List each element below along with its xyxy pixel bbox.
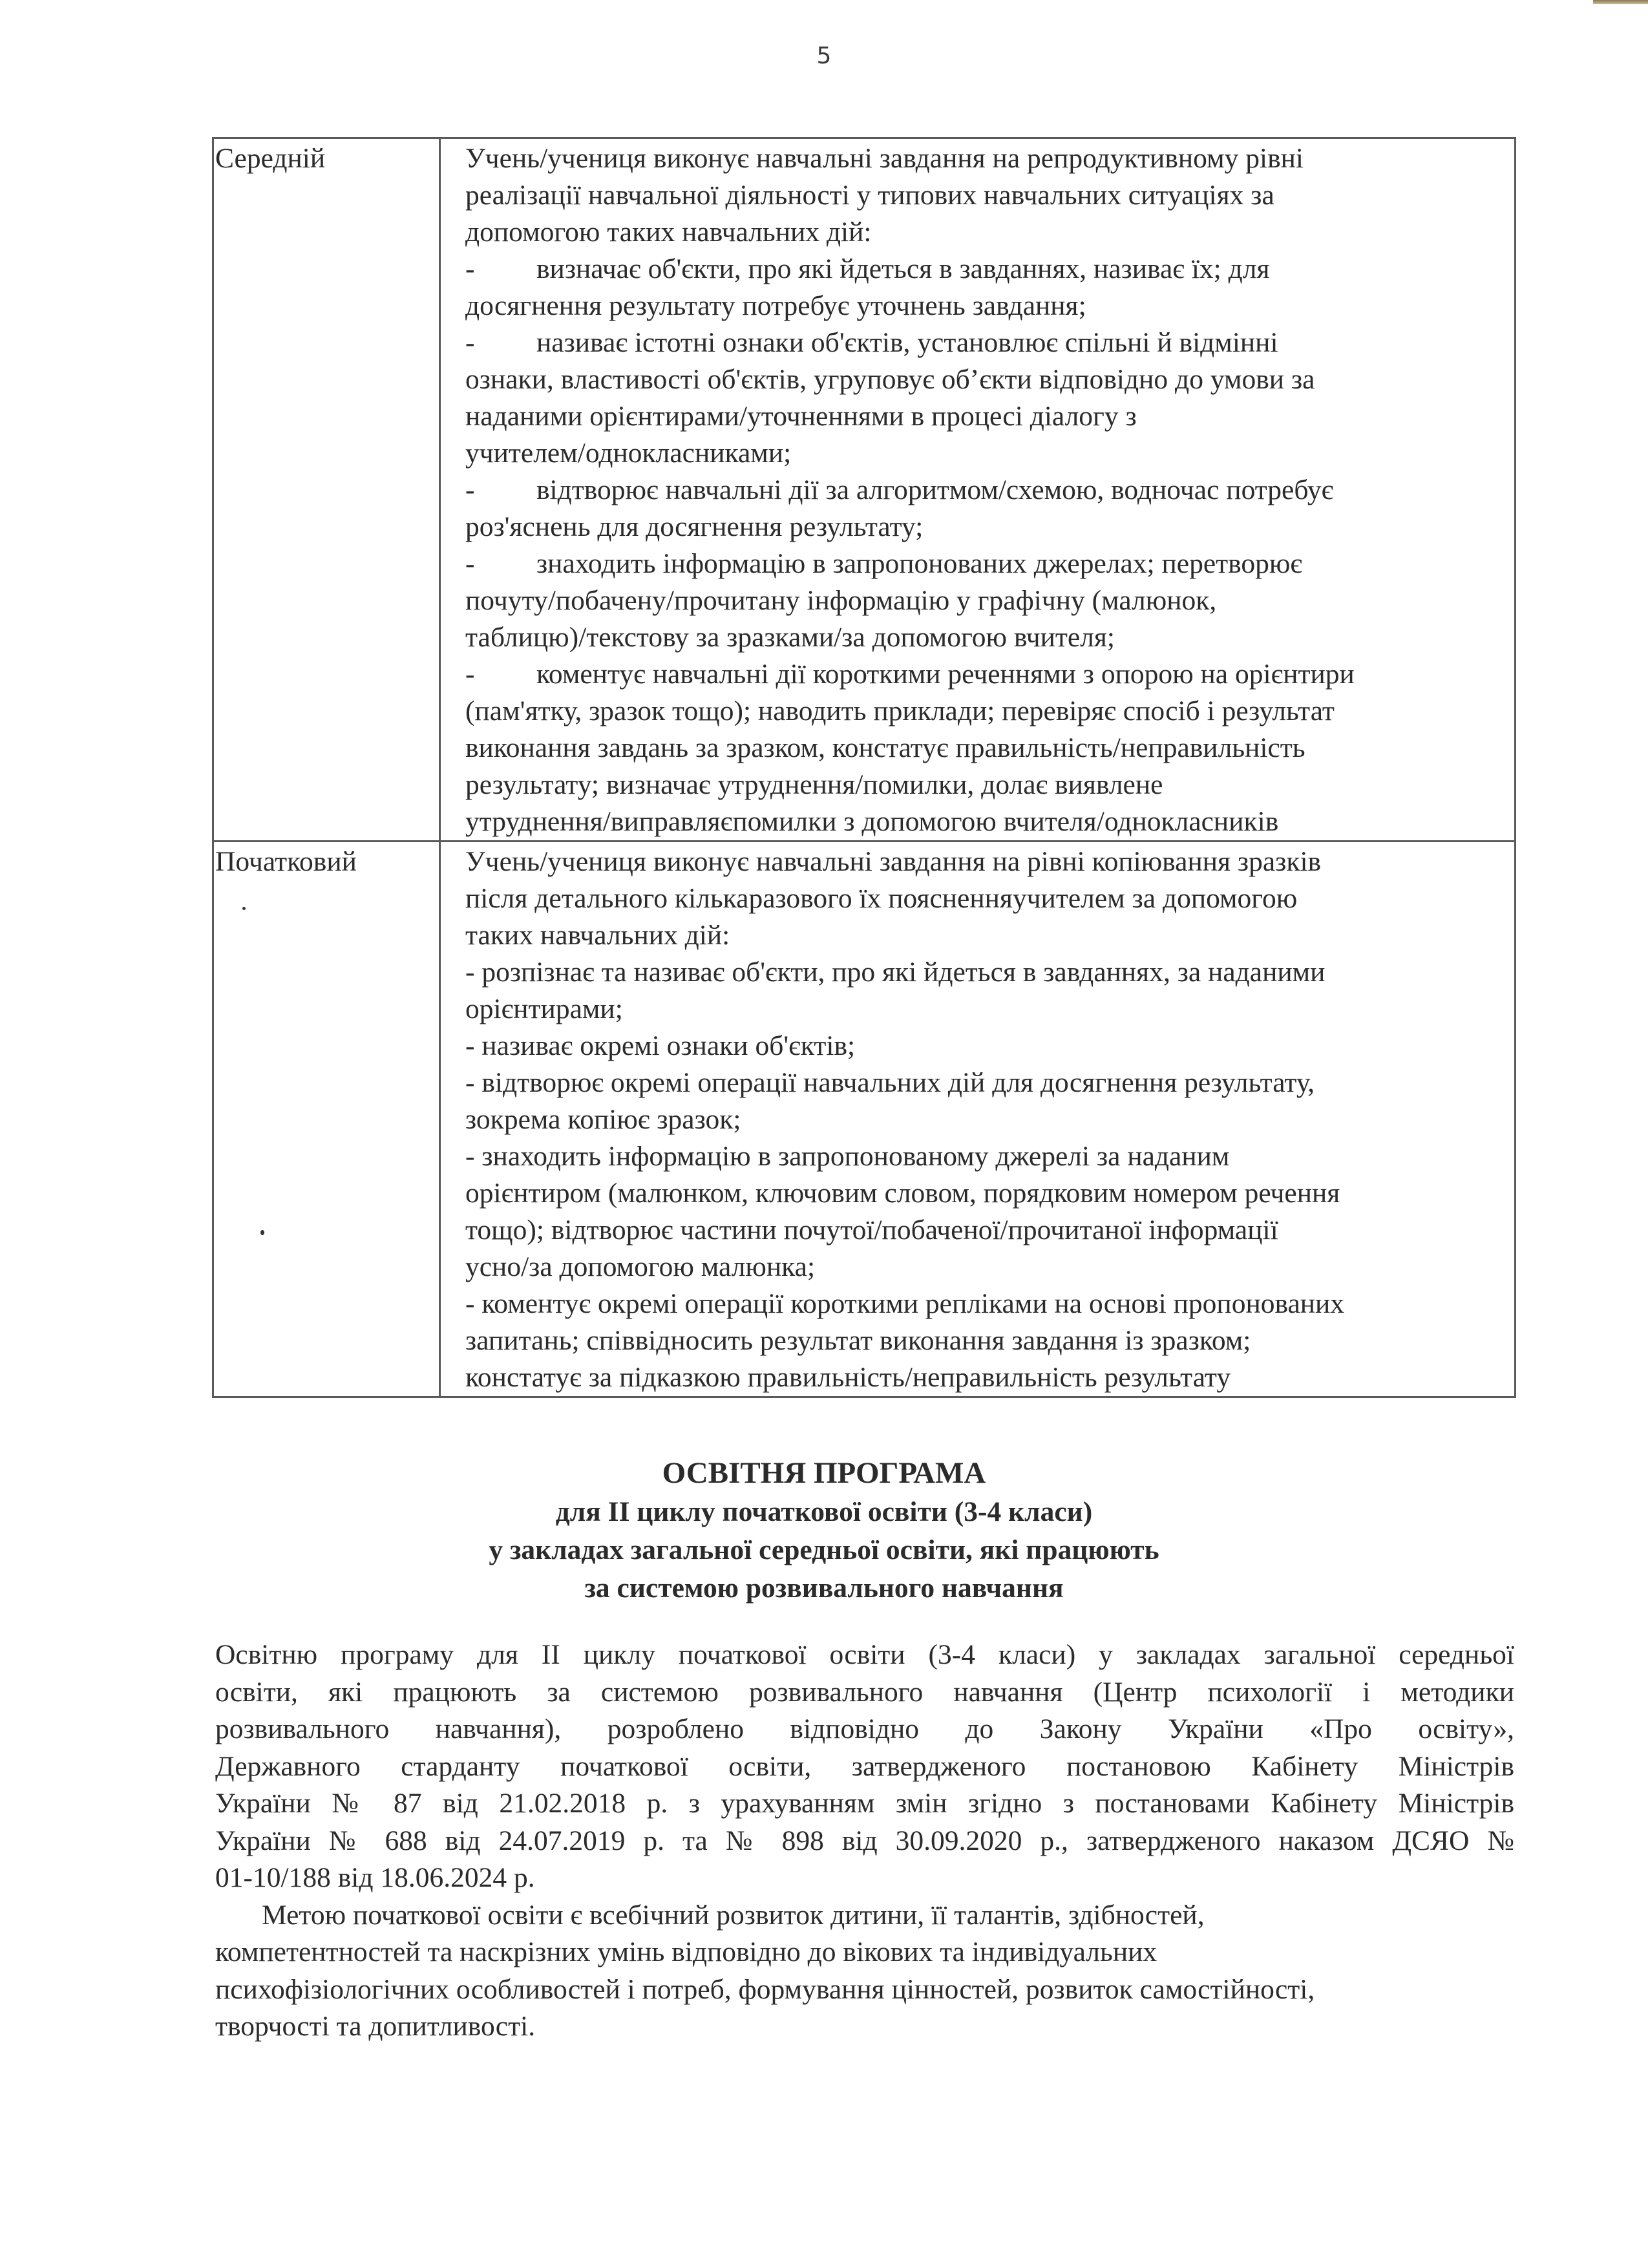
description-line: орієнтиром (малюнком, ключовим словом, порядковим номером речення bbox=[465, 1178, 1340, 1209]
level-cell bbox=[213, 842, 440, 1397]
table-row-middle-level bbox=[213, 138, 1516, 842]
heading-subtitle-line-1: для ІІ циклу початкової освіти (3-4 класи) bbox=[555, 1496, 1093, 1527]
description-line: запитань; співвідносить результат виконання завдання із зразком; bbox=[465, 1325, 1251, 1356]
level-label: Середній bbox=[215, 143, 326, 174]
paragraph-line: 01-10/188 від 18.06.2024 р. bbox=[215, 1862, 535, 1893]
description-line: роз'яснень для досягнення результату; bbox=[465, 511, 924, 542]
scan-dot-mark bbox=[242, 907, 246, 910]
achievement-levels-table bbox=[212, 137, 1516, 1398]
heading-subtitle-line-3: за системою розвивального навчання bbox=[584, 1573, 1064, 1604]
description-line: - знаходить інформацію в запропонованому джерелі за наданим bbox=[465, 1141, 1230, 1172]
paragraph-line: освіти, які працюють за системою розвивального навчання (Центр психології і методики bbox=[215, 1676, 1514, 1708]
description-line: наданими орієнтирами/уточненнями в процесі діалогу з bbox=[465, 401, 1137, 432]
description-line: Учень/учениця виконує навчальні завдання на рівні копіювання зразків bbox=[465, 846, 1322, 877]
description-line: виконання завдань за зразком, констатує правильність/неправильність bbox=[465, 732, 1305, 763]
dash-bullet-icon: - bbox=[465, 659, 475, 690]
description-line: - називає окремі ознаки об'єктів; bbox=[465, 1030, 856, 1061]
table-row-initial-level bbox=[213, 842, 1516, 1397]
description-line: допомогою таких навчальних дій: bbox=[465, 217, 872, 248]
section-heading bbox=[0, 1453, 1648, 1607]
dash-bullet-icon: - bbox=[465, 253, 475, 284]
scan-dot-mark bbox=[260, 1230, 264, 1235]
paragraph-line: психофізіологічних особливостей і потреб, формування цінностей, розвиток самостійності, bbox=[215, 1973, 1315, 2005]
bullet-line: - визначає об'єкти, про які йдеться в завданнях, називає їх; для bbox=[465, 251, 1508, 288]
dash-bullet-icon: - bbox=[465, 327, 475, 358]
paragraph-line: України № 688 від 24.07.2019 р. та № 898 від 30.09.2020 р., затвердженого наказом ДСЯО № bbox=[215, 1825, 1514, 1856]
dash-bullet-icon: - bbox=[465, 548, 475, 579]
dash-bullet-icon: - bbox=[465, 474, 475, 505]
bullet-line: - коментує навчальні дії короткими реченнями з опорою на орієнтири bbox=[465, 656, 1508, 693]
paragraph-line: компетентностей та наскрізних умінь відповідно до вікових та індивідуальних bbox=[215, 1936, 1157, 1967]
paragraph-education-goal bbox=[215, 1897, 1514, 2046]
paragraph-line: Державного старданту початкової освіти, затвердженого постановою Кабінету Міністрів bbox=[215, 1750, 1514, 1782]
bullet-line: - відтворює навчальні дії за алгоритмом/схемою, водночас потребує bbox=[465, 472, 1508, 509]
description-line: таблицю)/текстову за зразками/за допомогою вчителя; bbox=[465, 622, 1115, 653]
description-line: орієнтирами; bbox=[465, 993, 623, 1024]
paragraph-line: творчості та допитливості. bbox=[215, 2011, 536, 2042]
description-line: - коментує окремі операції короткими репліками на основі пропонованих bbox=[465, 1288, 1345, 1319]
paragraph-program-basis bbox=[215, 1637, 1514, 1897]
bullet-line: - знаходить інформацію в запропонованих джерелах; перетворює bbox=[465, 546, 1508, 582]
description-line: (пам'ятку, зразок тощо); наводить приклади; перевіряє спосіб і результат bbox=[465, 695, 1335, 726]
description-line: після детального кількаразового їх поясненняучителем за допомогою bbox=[465, 883, 1298, 914]
description-line: таких навчальних дій: bbox=[465, 920, 730, 951]
description-line: утруднення/виправляєпомилки з допомогою вчителя/однокласників bbox=[465, 806, 1279, 837]
description-line: - розпізнає та називає об'єкти, про які йдеться в завданнях, за наданими bbox=[465, 957, 1326, 988]
description-line: ознаки, властивості об'єктів, угруповує об’єкти відповідно до умови за bbox=[465, 364, 1315, 395]
paragraph-line: розвивального навчання), розроблено відповідно до Закону України «Про освіту», bbox=[215, 1713, 1514, 1744]
description-line: - відтворює окремі операції навчальних дій для досягнення результату, bbox=[465, 1067, 1315, 1098]
level-cell bbox=[213, 138, 440, 842]
description-line: результату; визначає утруднення/помилки, долає виявлене bbox=[465, 769, 1163, 800]
heading-subtitle-line-2: у закладах загальної середньої освіти, які працюють bbox=[489, 1534, 1159, 1565]
description-line: учителем/однокласниками; bbox=[465, 438, 792, 469]
description-line: почуту/побачену/прочитану інформацію у графічну (малюнок, bbox=[465, 585, 1217, 616]
paragraph-line: Метою початкової освіти є всебічний розвиток дитини, її талантів, здібностей, bbox=[262, 1899, 1205, 1931]
description-line: констатує за підказкою правильність/неправильність результату bbox=[465, 1362, 1231, 1393]
paragraph-line: України № 87 від 21.02.2018 р. з урахуванням змін згідно з постановами Кабінету Міністрів bbox=[215, 1788, 1514, 1819]
description-line: усно/за допомогою малюнка; bbox=[465, 1251, 816, 1282]
description-line: Учень/учениця виконує навчальні завдання на репродуктивному рівні bbox=[465, 143, 1304, 174]
level-label: Початковий bbox=[215, 846, 357, 877]
bullet-line: - називає істотні ознаки об'єктів, установлює спільні й відмінні bbox=[465, 324, 1508, 361]
description-line: тощо); відтворює частини почутої/побаченої/прочитаної інформації bbox=[465, 1214, 1278, 1245]
description-line: зокрема копіює зразок; bbox=[465, 1104, 741, 1135]
paragraph-line: Освітню програму для ІІ циклу початкової освіти (3-4 класи) у закладах загальної середньої bbox=[215, 1639, 1514, 1670]
page-number: 5 bbox=[816, 43, 832, 69]
description-cell bbox=[440, 842, 1516, 1397]
body-text bbox=[215, 1637, 1514, 2046]
heading-title: ОСВІТНЯ ПРОГРАМА bbox=[662, 1456, 986, 1490]
description-cell bbox=[440, 138, 1516, 842]
description-line: досягнення результату потребує уточнень завдання; bbox=[465, 290, 1086, 321]
scan-edge-artifact bbox=[1593, 0, 1648, 4]
description-line: реалізації навчальної діяльності у типових навчальних ситуаціях за bbox=[465, 180, 1274, 211]
